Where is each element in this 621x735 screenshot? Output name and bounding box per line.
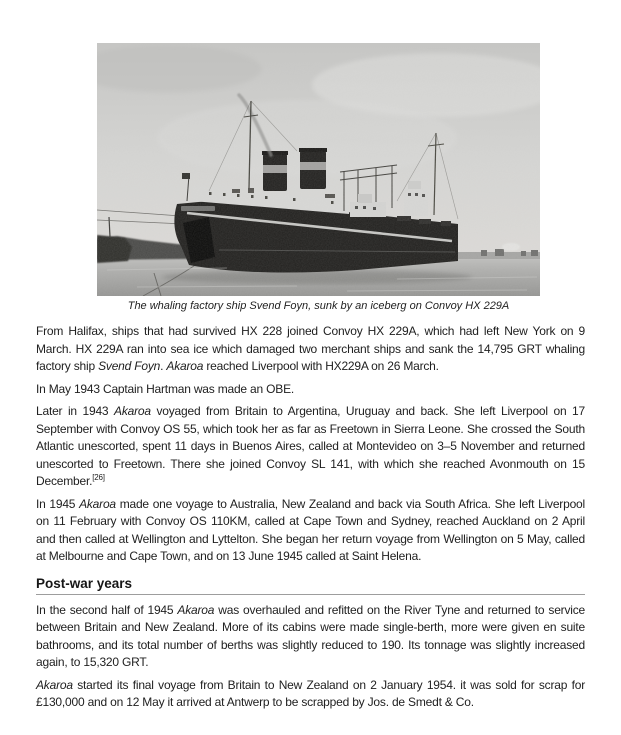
- photo-grain-overlay: [97, 43, 540, 296]
- paragraph-1945-voyage: In 1945 Akaroa made one voyage to Australia, New Zealand and back via South Africa. She left Liverpool on 11 February with Convoy OS 110KM, called at Cape Town and Sydney, reached Auckland on 2 April and then called at Wellington and Lyttelton. She began her return voyage from Wellington on 5 May, called at Melbourne and Cape Town, and on 13 June 1945 called at Saint Helena.: [36, 496, 585, 563]
- paragraph-convoy-hx229a: From Halifax, ships that had survived HX 228 joined Convoy HX 229A, which had left New York on 9 March. HX 229A ran into sea ice which damaged two merchant ships and sank the 14,795 GRT whaling factory ship Svend Foyn. Akaroa reached Liverpool with HX229A on 26 March.: [36, 324, 585, 373]
- ship-photograph: [97, 43, 540, 296]
- paragraph-captain-obe: In May 1943 Captain Hartman was made an OBE.: [36, 381, 295, 396]
- paragraph-1943-voyage: Later in 1943 Akaroa voyaged from Britain to Argentina, Uruguay and back. She left Liverpool on 17 September with Convoy OS 55, which took her as far as Freetown in Sierra Leone. She crossed the South Atlantic unescorted, spent 11 days in Buenos Aires, called at Montevideo on 3–5 November and returned unescorted to Freetown. There she joined Convoy SL 141, with which she reached Avonmouth on 15 December.[26]: [36, 404, 585, 488]
- photo-caption: The whaling factory ship Svend Foyn, sunk by an iceberg on Convoy HX 229A: [127, 300, 510, 312]
- section-heading-post-war-years: Post-war years: [36, 576, 585, 595]
- paragraph-final-voyage: Akaroa started its final voyage from Britain to New Zealand on 2 January 1954. it was sold for scrap for £130,000 and on 12 May it arrived at Antwerp to be scrapped by Jos. de Smedt & Co.: [36, 677, 585, 709]
- ship-figure: [97, 43, 540, 313]
- paragraph-postwar-refit: In the second half of 1945 Akaroa was overhauled and refitted on the River Tyne and returned to service between Britain and New Zealand. More of its cabins were made single-berth, more were given en suite bathrooms, and its total number of berths was slightly reduced to 190. Its tonnage was slightly increased again, to 15,320 GRT.: [36, 602, 585, 669]
